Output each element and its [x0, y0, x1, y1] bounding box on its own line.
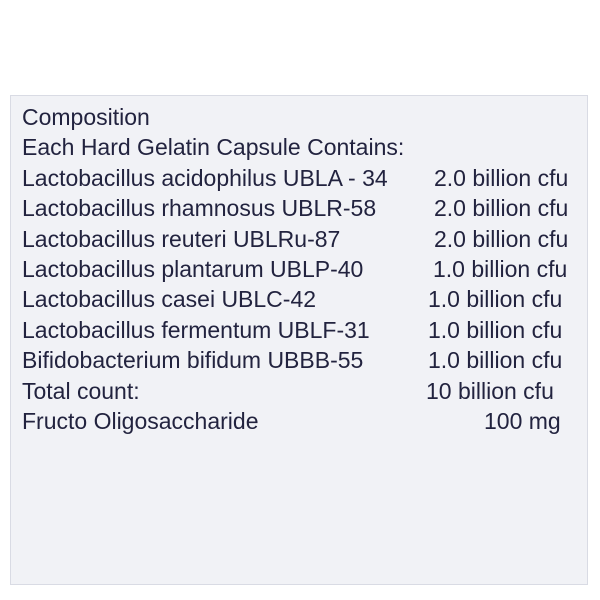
- ingredient-name: Bifidobacterium bifidum UBBB-55: [22, 347, 364, 374]
- fructo-oligosaccharide-amount: 100 mg: [484, 407, 561, 434]
- ingredient-row: [22, 345, 582, 375]
- ingredient-name: Lactobacillus fermentum UBLF-31: [22, 316, 370, 343]
- ingredient-row: [22, 163, 582, 193]
- ingredient-amount: 2.0 billion cfu: [434, 195, 569, 222]
- ingredient-name: Lactobacillus reuteri UBLRu-87: [22, 225, 341, 252]
- composition-heading-line: [22, 102, 582, 132]
- total-count-row: [22, 376, 582, 406]
- fructo-oligosaccharide-row: [22, 406, 582, 436]
- ingredient-row: [22, 315, 582, 345]
- ingredient-amount: 2.0 billion cfu: [434, 225, 569, 252]
- capsule-contents-line: [22, 132, 582, 162]
- composition-heading: Composition: [22, 104, 150, 130]
- capsule-contents-heading: Each Hard Gelatin Capsule Contains:: [22, 134, 405, 161]
- ingredient-row: [22, 284, 582, 314]
- ingredient-amount: 1.0 billion cfu: [428, 347, 563, 374]
- ingredient-amount: 2.0 billion cfu: [434, 164, 569, 191]
- ingredient-name: Lactobacillus plantarum UBLP-40: [22, 255, 364, 282]
- total-count-label: Total count:: [22, 377, 140, 404]
- ingredient-amount: 1.0 billion cfu: [433, 255, 568, 282]
- fructo-oligosaccharide-name: Fructo Oligosaccharide: [22, 407, 259, 434]
- ingredient-amount: 1.0 billion cfu: [428, 316, 563, 343]
- ingredient-name: Lactobacillus acidophilus UBLA - 34: [22, 164, 388, 191]
- ingredient-amount: 1.0 billion cfu: [428, 286, 563, 313]
- ingredient-row: [22, 254, 582, 284]
- composition-text: [22, 102, 582, 436]
- composition-label-panel: [10, 95, 588, 585]
- ingredient-row: [22, 193, 582, 223]
- total-count-amount: 10 billion cfu: [426, 377, 554, 404]
- ingredient-row: [22, 224, 582, 254]
- ingredient-name: Lactobacillus rhamnosus UBLR-58: [22, 195, 377, 222]
- ingredient-name: Lactobacillus casei UBLC-42: [22, 286, 317, 313]
